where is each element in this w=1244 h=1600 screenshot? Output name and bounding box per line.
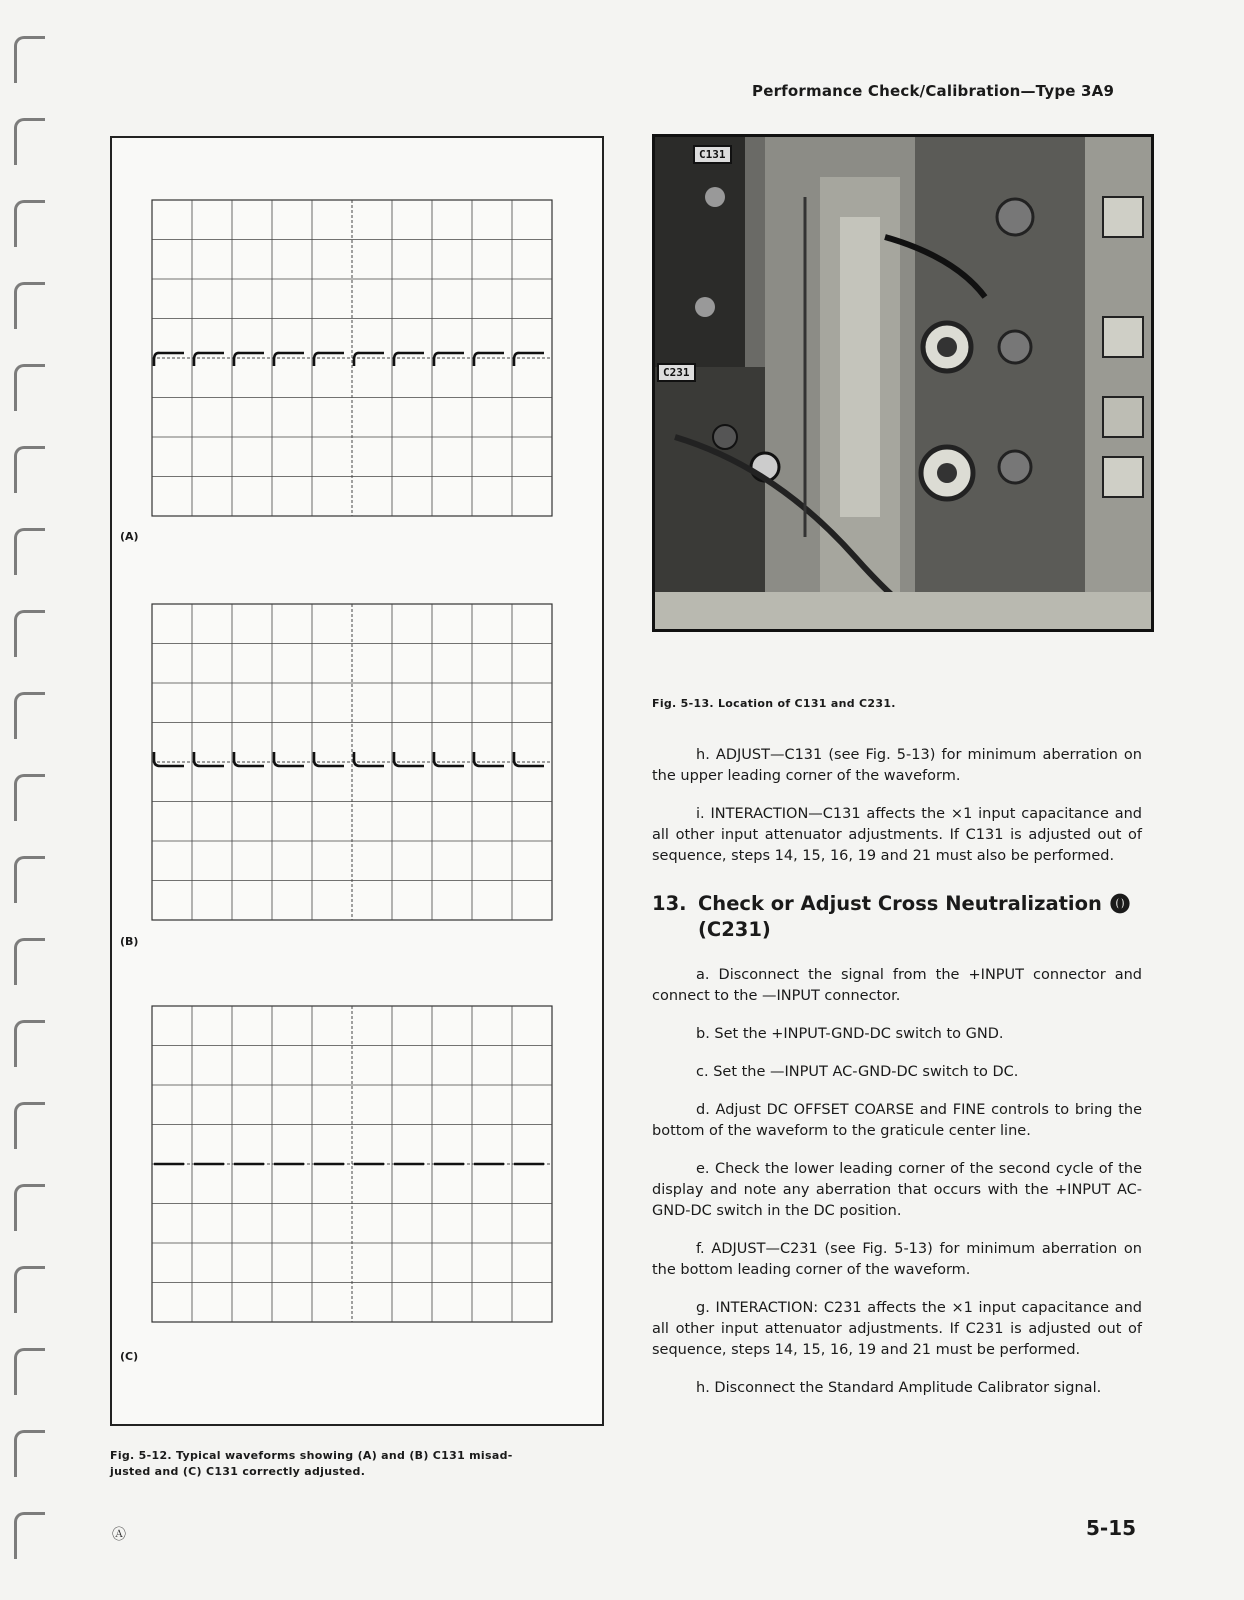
procedure-text bbox=[652, 745, 1142, 1416]
section-number: 13. bbox=[652, 892, 687, 915]
revision-mark: Ⓐ bbox=[112, 1527, 126, 1543]
step-a: a. Disconnect the signal from the +INPUT connector and connect to the —INPUT connector. bbox=[652, 967, 1142, 1004]
step-g: g. INTERACTION: C231 affects the ×1 input capacitance and all other input attenuator adjustments. If C231 is adjusted out of sequence, steps 14, 15, 16, 19 and 21 must be performed. bbox=[652, 1300, 1142, 1358]
page-header: Performance Check/Calibration—Type 3A9 bbox=[752, 82, 1115, 100]
figure-5-12-caption bbox=[110, 1448, 610, 1480]
step-f: f. ADJUST—C231 (see Fig. 5-13) for minimum aberration on the bottom leading corner of the waveform. bbox=[652, 1241, 1142, 1278]
waveform-label-a: (A) bbox=[120, 530, 139, 543]
step-i-c131: i. INTERACTION—C131 affects the ×1 input capacitance and all other input attenuator adjustments. If C131 is adjusted out of sequence, steps 14, 15, 16, 19 and 21 must also be performed. bbox=[652, 806, 1142, 864]
step-d: d. Adjust DC OFFSET COARSE and FINE controls to bring the bottom of the waveform to the graticule center line. bbox=[652, 1102, 1142, 1139]
page-number: 5-15 bbox=[1086, 1516, 1137, 1540]
section-title: Check or Adjust Cross Neutralization bbox=[698, 892, 1102, 915]
step-c: c. Set the —INPUT AC-GND-DC switch to DC. bbox=[696, 1064, 1019, 1080]
step-b: b. Set the +INPUT-GND-DC switch to GND. bbox=[696, 1026, 1004, 1042]
graticule-b bbox=[150, 602, 562, 924]
section-marker-icon: ⓿ bbox=[1110, 892, 1130, 916]
waveform-label-c: (C) bbox=[120, 1350, 139, 1363]
step-e: e. Check the lower leading corner of the second cycle of the display and note any aberration that occurs with the +INPUT AC-GND-DC switch in the DC position. bbox=[652, 1161, 1142, 1219]
photo-label-c131: C131 bbox=[693, 145, 732, 164]
waveform-label-b: (B) bbox=[120, 935, 139, 948]
graticule-a bbox=[150, 198, 562, 520]
step-h-c131: h. ADJUST—C131 (see Fig. 5-13) for minimum aberration on the upper leading corner of the waveform. bbox=[652, 747, 1142, 784]
step-h-disconnect: h. Disconnect the Standard Amplitude Calibrator signal. bbox=[696, 1380, 1102, 1396]
section-13-heading bbox=[652, 891, 1142, 943]
section-subtitle: (C231) bbox=[698, 918, 771, 941]
photo-label-c231: C231 bbox=[657, 363, 696, 382]
figure-5-12 bbox=[110, 136, 604, 1426]
caption-line-1: Fig. 5-12. Typical waveforms showing (A) and (B) C131 misad- bbox=[110, 1449, 513, 1462]
graticule-c bbox=[150, 1004, 562, 1326]
figure-5-13-caption: Fig. 5-13. Location of C131 and C231. bbox=[652, 697, 896, 710]
caption-line-2: justed and (C) C131 correctly adjusted. bbox=[110, 1465, 366, 1478]
figure-5-13-photo bbox=[652, 134, 1154, 632]
